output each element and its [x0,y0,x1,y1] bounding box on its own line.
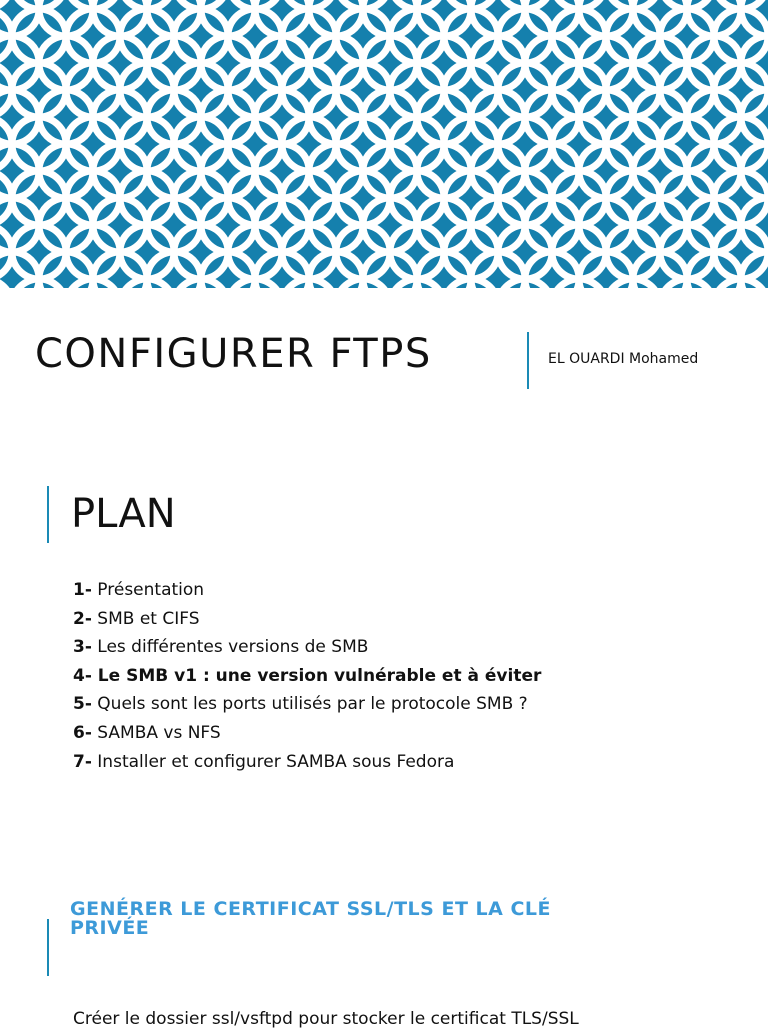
plan-item-text: SMB et CIFS [91,608,200,629]
circle-lattice-pattern [0,0,768,288]
presentation-title: CONFIGURER FTPS [35,331,432,377]
plan-item-text: Quels sont les ports utilisés par le protocole SMB ? [91,694,528,715]
plan-accent-line [47,486,49,543]
plan-item-text: Les différentes versions de SMB [91,637,369,658]
section-body-text: Créer le dossier ssl/vsftpd pour stocker le certificat TLS/SSL [73,1009,579,1029]
plan-title: PLAN [71,491,176,537]
decorative-banner [0,0,768,288]
plan-item-number: 7- [73,751,92,772]
plan-item-text: SAMBA vs NFS [91,722,221,743]
plan-item-number: 3- [73,637,92,658]
plan-item-number: 5- [73,694,92,715]
plan-item [73,576,541,605]
plan-item-text: Installer et configurer SAMBA sous Fedora [91,751,455,772]
plan-item-text: Présentation [91,580,205,600]
plan-item [73,748,541,777]
plan-item-number: 2- [73,608,92,629]
plan-list [73,576,541,776]
section-accent-line [47,919,49,976]
plan-item-number: 1- [73,580,92,600]
plan-item [73,690,541,719]
title-divider-line [527,332,529,389]
plan-item [73,662,541,691]
plan-item [73,633,541,662]
author-name: EL OUARDI Mohamed [548,351,699,367]
section-heading: GENÉRER LE CERTIFICAT SSL/TLS ET LA CLÉ PRIVÉE [70,898,551,939]
plan-item-number: 4- [73,665,92,686]
plan-item [73,605,541,634]
plan-item-text: Le SMB v1 : une version vulnérable et à éviter [91,665,542,686]
plan-item [73,719,541,748]
plan-item-number: 6- [73,722,92,743]
